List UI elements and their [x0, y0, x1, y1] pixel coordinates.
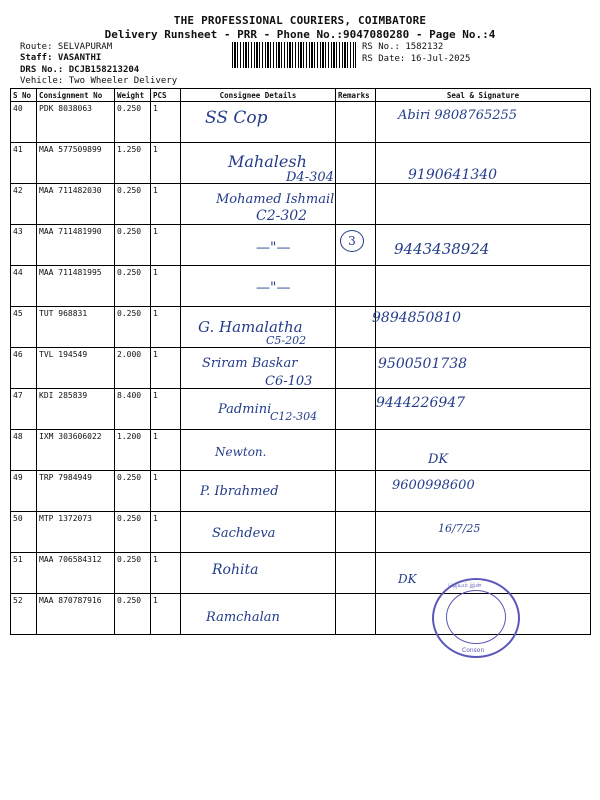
col-signature: Seal & Signature — [376, 89, 591, 102]
hw-flat-46: C6-103 — [265, 374, 313, 389]
table-row — [11, 512, 591, 553]
row-consignment: IXM 303606022 — [37, 430, 115, 471]
row-weight: 0.250 — [115, 225, 151, 266]
row-consignment: MAA 711481990 — [37, 225, 115, 266]
row-sno: 42 — [11, 184, 37, 225]
row-consignment: TUT 968831 — [37, 307, 115, 348]
hw-flat-47: C12-304 — [270, 410, 318, 423]
row-pcs: 1 — [151, 553, 181, 594]
hw-signature-51: DK — [398, 572, 417, 586]
row-remarks — [336, 512, 376, 553]
stamp-bottom-text: Conson — [462, 647, 485, 654]
row-sno: 46 — [11, 348, 37, 389]
barcode — [232, 42, 356, 68]
hw-consignee-46: Sriram Baskar — [202, 356, 298, 371]
row-weight: 0.250 — [115, 512, 151, 553]
row-sno: 52 — [11, 594, 37, 635]
row-sno: 50 — [11, 512, 37, 553]
stamp-top-text: ஜெயம் இன் — [448, 582, 482, 589]
route-label: Route: SELVAPURAM — [20, 42, 113, 52]
row-pcs: 1 — [151, 471, 181, 512]
row-weight: 0.250 — [115, 471, 151, 512]
row-remarks — [336, 102, 376, 143]
hw-ditto-43: —"— — [256, 240, 291, 256]
col-consignee: Consignee Details — [181, 89, 336, 102]
company-title: THE PROFESSIONAL COURIERS, COIMBATORE — [173, 14, 427, 27]
rs-date: RS Date: 16-Jul-2025 — [362, 54, 471, 64]
hw-flat-41: D4-304 — [286, 170, 334, 185]
row-pcs: 1 — [151, 102, 181, 143]
row-pcs: 1 — [151, 512, 181, 553]
hw-consignee-48: Newton. — [215, 445, 267, 459]
row-weight: 1.200 — [115, 430, 151, 471]
row-sno: 47 — [11, 389, 37, 430]
hw-signature-46: 9500501738 — [378, 356, 468, 372]
row-weight: 8.400 — [115, 389, 151, 430]
row-remarks — [336, 184, 376, 225]
row-sno: 45 — [11, 307, 37, 348]
hw-consignee-52: Ramchalan — [206, 610, 280, 625]
row-remarks — [336, 553, 376, 594]
vehicle-label: Vehicle: Two Wheeler Delivery — [20, 76, 178, 86]
row-pcs: 1 — [151, 389, 181, 430]
row-consignment: MAA 706584312 — [37, 553, 115, 594]
row-pcs: 1 — [151, 307, 181, 348]
table-row — [11, 266, 591, 307]
hw-consignee-49: P. Ibrahmed — [200, 484, 279, 499]
row-consignment: MTP 1372073 — [37, 512, 115, 553]
col-weight: Weight — [115, 89, 151, 102]
hw-consignee-41: Mahalesh — [228, 152, 307, 171]
col-consignment: Consignment No — [37, 89, 115, 102]
row-sno: 51 — [11, 553, 37, 594]
hw-signature-48: DK — [428, 452, 449, 467]
col-pcs: PCS — [151, 89, 181, 102]
circled-count: 3 — [340, 230, 364, 252]
table-row — [11, 225, 591, 266]
row-signature — [376, 430, 591, 471]
runsheet-subtitle: Delivery Runsheet - PRR - Phone No.:9047080280 - Page No.:4 — [104, 28, 496, 41]
hw-consignee-51: Rohita — [212, 562, 259, 578]
row-consignment: KDI 285839 — [37, 389, 115, 430]
row-weight: 0.250 — [115, 594, 151, 635]
row-consignment: TVL 194549 — [37, 348, 115, 389]
row-remarks — [336, 348, 376, 389]
hw-consignee-40: SS Cop — [205, 108, 268, 128]
row-consignment: TRP 7984949 — [37, 471, 115, 512]
hw-signature-49: 9600998600 — [392, 478, 475, 493]
hw-signature-47: 9444226947 — [376, 395, 466, 411]
hw-consignee-45: G. Hamalatha — [198, 318, 303, 336]
row-consignment: MAA 711482030 — [37, 184, 115, 225]
row-weight: 2.000 — [115, 348, 151, 389]
table-row — [11, 471, 591, 512]
hw-signature-40: Abiri 9808765255 — [398, 108, 518, 123]
row-weight: 0.250 — [115, 307, 151, 348]
table-header-row — [11, 89, 591, 102]
seal-stamp — [432, 578, 520, 658]
row-weight: 0.250 — [115, 266, 151, 307]
row-signature — [376, 266, 591, 307]
row-remarks — [336, 143, 376, 184]
row-remarks — [336, 307, 376, 348]
row-pcs: 1 — [151, 348, 181, 389]
row-pcs: 1 — [151, 594, 181, 635]
hw-signature-50: 16/7/25 — [438, 522, 481, 535]
row-sno: 41 — [11, 143, 37, 184]
row-sno: 43 — [11, 225, 37, 266]
hw-ditto-44: —"— — [256, 280, 291, 296]
rs-number: RS No.: 1582132 — [362, 42, 444, 52]
col-remarks: Remarks — [336, 89, 376, 102]
hw-flat-45: C5-202 — [266, 334, 307, 347]
row-consignment: MAA 711481995 — [37, 266, 115, 307]
row-sno: 49 — [11, 471, 37, 512]
hw-flat-42: C2-302 — [256, 208, 308, 224]
row-consignment: PDK 8038063 — [37, 102, 115, 143]
row-weight: 0.250 — [115, 184, 151, 225]
table-row — [11, 389, 591, 430]
row-sno: 48 — [11, 430, 37, 471]
col-sno: S No — [11, 89, 37, 102]
hw-consignee-42: Mohamed Ishmail — [216, 192, 335, 207]
hw-signature-41: 9190641340 — [408, 167, 498, 183]
row-signature — [376, 512, 591, 553]
staff-label: Staff: VASANTHI — [20, 53, 102, 63]
row-sno: 44 — [11, 266, 37, 307]
row-consignment: MAA 577509899 — [37, 143, 115, 184]
row-weight: 1.250 — [115, 143, 151, 184]
row-pcs: 1 — [151, 225, 181, 266]
hw-consignee-47: Padmini — [218, 402, 272, 417]
row-remarks — [336, 266, 376, 307]
row-remarks — [336, 471, 376, 512]
hw-consignee-50: Sachdeva — [212, 526, 276, 541]
row-pcs: 1 — [151, 143, 181, 184]
table-row — [11, 430, 591, 471]
row-remarks — [336, 594, 376, 635]
row-pcs: 1 — [151, 430, 181, 471]
row-remarks — [336, 389, 376, 430]
row-weight: 0.250 — [115, 102, 151, 143]
row-pcs: 1 — [151, 184, 181, 225]
row-pcs: 1 — [151, 266, 181, 307]
row-signature — [376, 184, 591, 225]
row-consignment: MAA 870787916 — [37, 594, 115, 635]
row-sno: 40 — [11, 102, 37, 143]
hw-signature-45: 9894850810 — [372, 310, 462, 326]
hw-signature-43: 9443438924 — [394, 240, 490, 258]
drs-number: DRS No.: DCJB158213204 — [20, 65, 140, 75]
row-weight: 0.250 — [115, 553, 151, 594]
row-remarks — [336, 430, 376, 471]
